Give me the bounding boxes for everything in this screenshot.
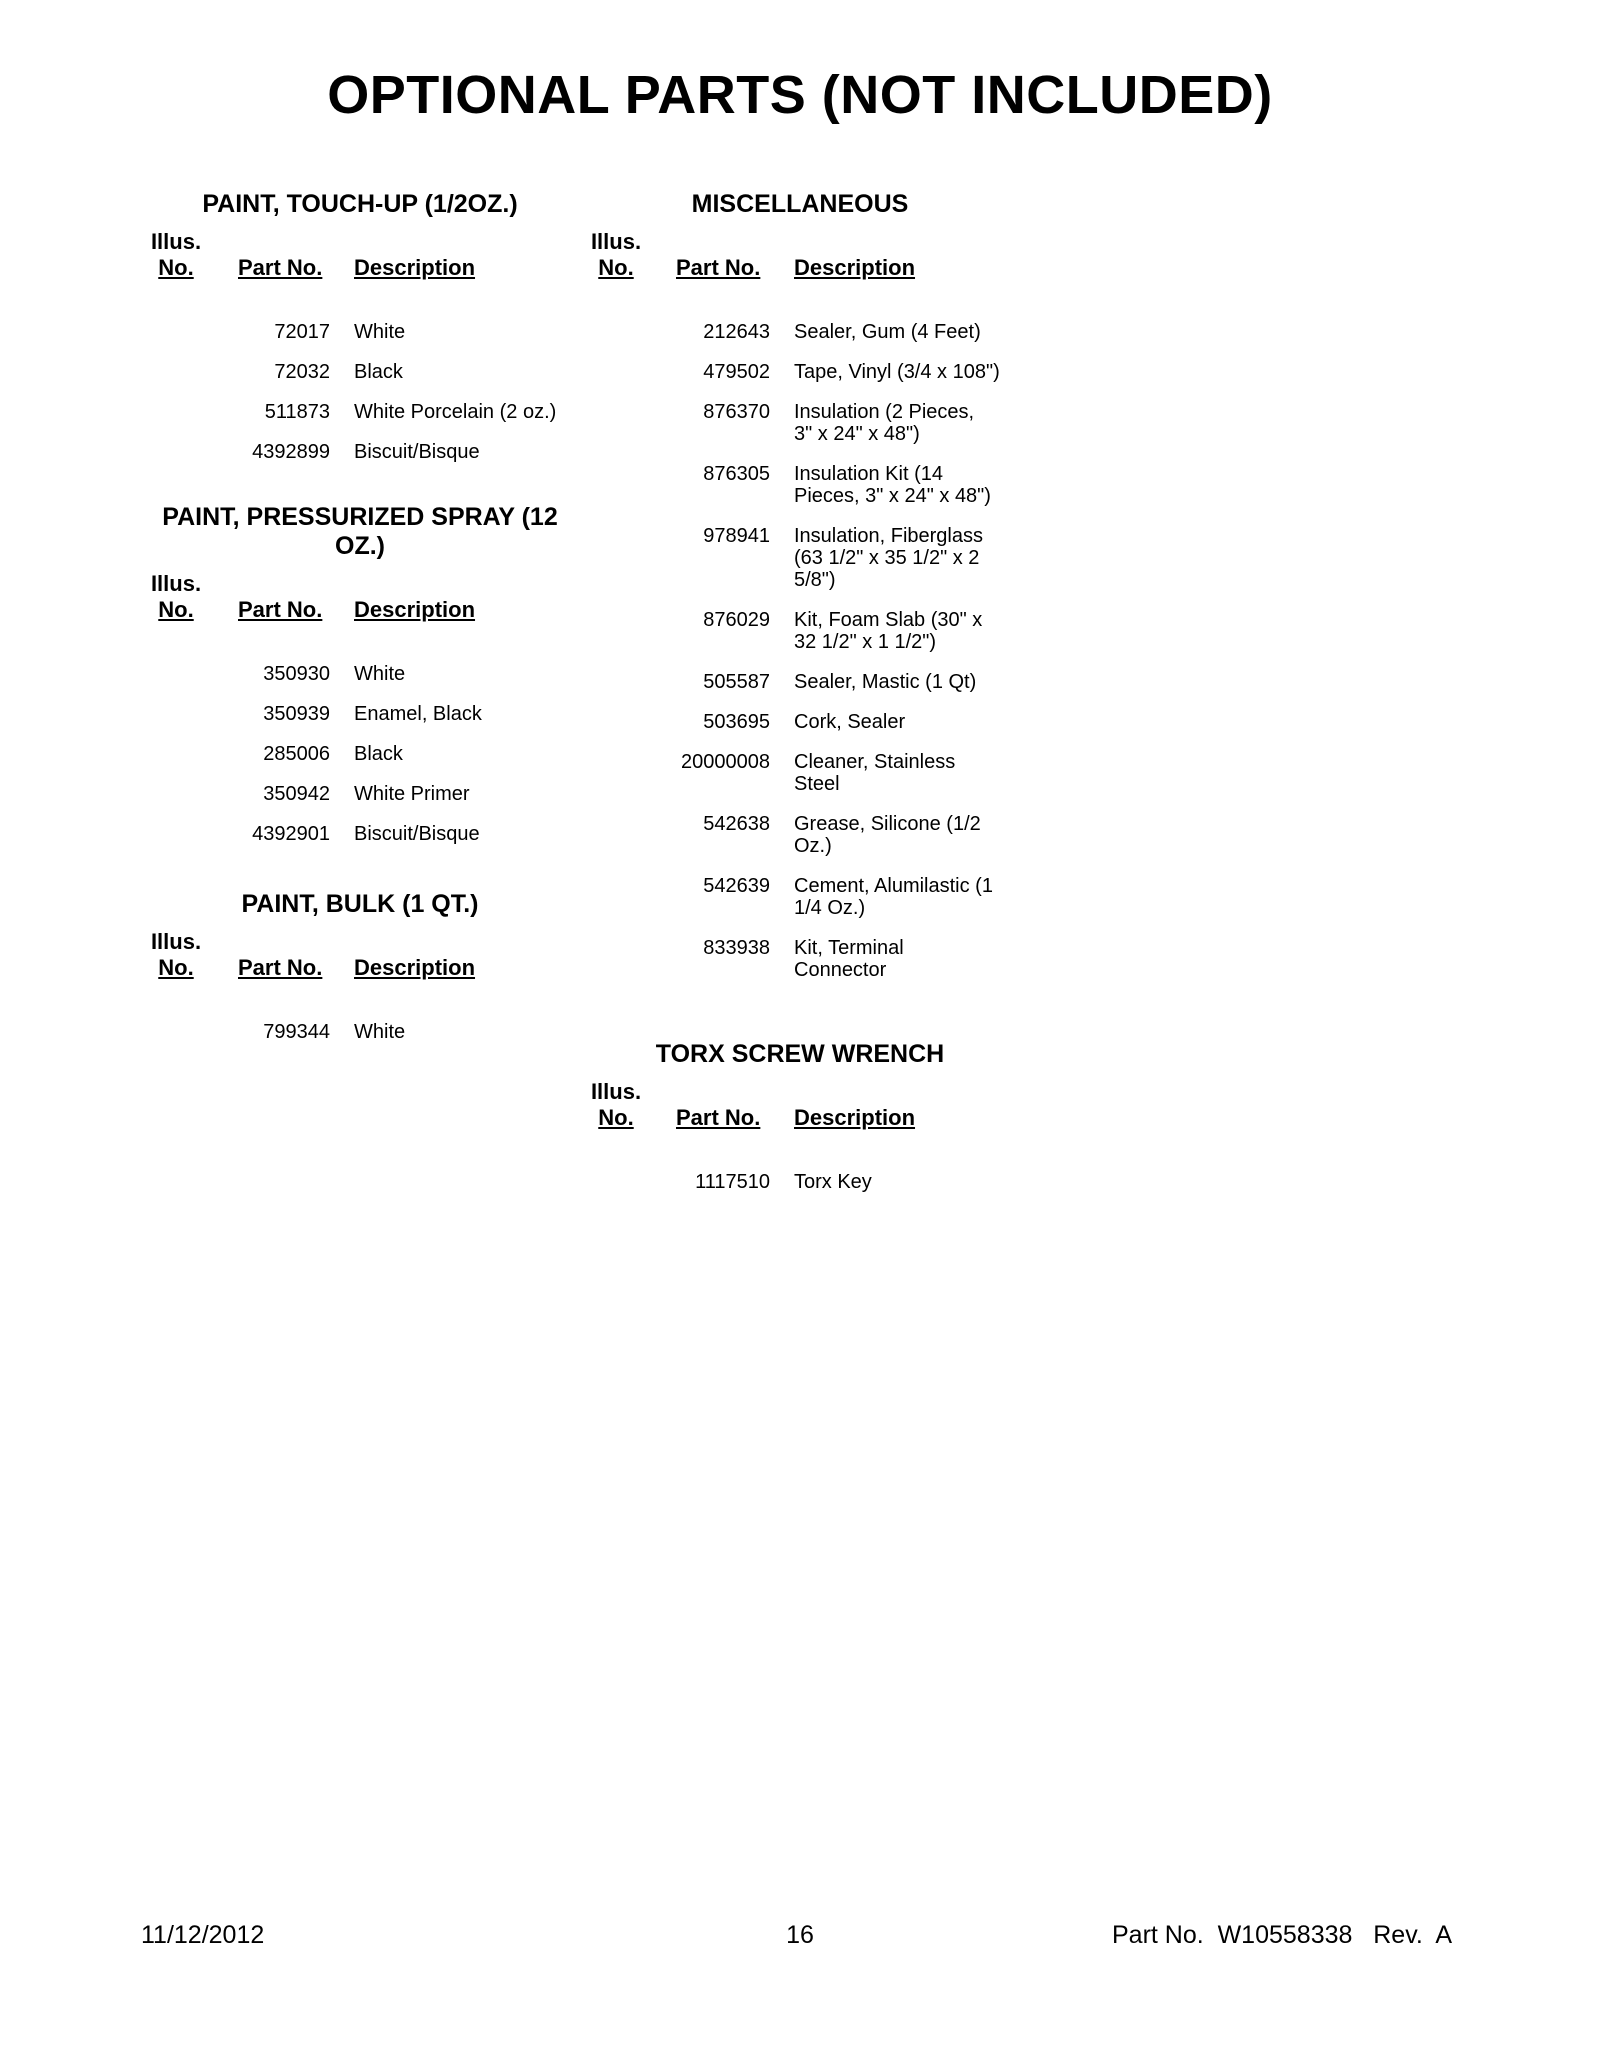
table-row: 72017 White bbox=[274, 321, 406, 343]
part-no-header: Part No. bbox=[238, 955, 323, 980]
table-row: 542638 Grease, Silicone (1/2 Oz.) bbox=[703, 813, 981, 857]
table-row: 4392901 Biscuit/Bisque bbox=[252, 823, 480, 845]
section-title: PAINT, TOUCH-UP (1/2OZ.) bbox=[202, 190, 518, 218]
description-header: Description bbox=[354, 255, 476, 280]
section-title: TORX SCREW WRENCH bbox=[655, 1040, 945, 1068]
column-headers bbox=[590, 229, 1010, 285]
part-no-header: Part No. bbox=[676, 255, 761, 280]
table-row: 4392899 Biscuit/Bisque bbox=[252, 441, 480, 463]
table-row: 511873 White Porcelain (2 oz.) bbox=[264, 401, 557, 423]
table-row: 350930 White bbox=[263, 663, 406, 685]
part-no-header: Part No. bbox=[238, 255, 323, 280]
column-headers bbox=[590, 1079, 1010, 1135]
table-row: 1117510 Torx Key bbox=[695, 1171, 872, 1193]
table-row: 479502 Tape, Vinyl (3/4 x 108") bbox=[703, 361, 1000, 383]
table-row: 350942 White Primer bbox=[263, 783, 470, 805]
description-header: Description bbox=[354, 597, 476, 622]
description-header: Description bbox=[354, 955, 476, 980]
table-row: 20000008 Cleaner, Stainless Steel bbox=[681, 751, 956, 795]
column-headers bbox=[150, 929, 570, 985]
part-no-header: Part No. bbox=[676, 1105, 761, 1130]
illus-no-header: Illus. No. bbox=[590, 229, 642, 280]
footer-document-number: Part No. W10558338 Rev. A bbox=[1112, 1921, 1452, 1949]
table-row: 505587 Sealer, Mastic (1 Qt) bbox=[703, 671, 977, 693]
footer-page-number: 16 bbox=[786, 1921, 814, 1949]
parts-list bbox=[150, 321, 570, 463]
table-row: 833938 Kit, Terminal Connector bbox=[703, 937, 904, 981]
table-row: 978941 Insulation, Fiberglass (63 1/2" x 35 1/2" x 2 5/8") bbox=[703, 525, 983, 591]
page-title: OPTIONAL PARTS (NOT INCLUDED) bbox=[327, 65, 1273, 125]
section-paint-spray bbox=[150, 503, 570, 863]
footer-date: 11/12/2012 bbox=[141, 1921, 265, 1949]
section-miscellaneous bbox=[590, 190, 1010, 999]
table-row: 72032 Black bbox=[274, 361, 403, 383]
parts-list bbox=[150, 663, 570, 845]
section-paint-bulk bbox=[150, 890, 570, 1061]
parts-list bbox=[590, 321, 1010, 981]
table-row: 876029 Kit, Foam Slab (30" x 32 1/2" x 1 1/2") bbox=[703, 609, 983, 653]
section-torx-screw-wrench bbox=[590, 1040, 1010, 1211]
column-headers bbox=[150, 571, 570, 627]
illus-no-header: Illus. No. bbox=[150, 229, 202, 280]
table-row: 799344 White bbox=[263, 1021, 406, 1043]
table-row: 285006 Black bbox=[263, 743, 403, 765]
table-row: 212643 Sealer, Gum (4 Feet) bbox=[703, 321, 981, 343]
parts-list bbox=[150, 1021, 570, 1043]
section-title: PAINT, BULK (1 QT.) bbox=[241, 890, 479, 918]
section-title: PAINT, PRESSURIZED SPRAY (12 OZ.) bbox=[162, 503, 558, 560]
column-headers bbox=[150, 229, 570, 285]
illus-no-header: Illus. No. bbox=[590, 1079, 642, 1130]
illus-no-header: Illus. No. bbox=[150, 929, 202, 980]
section-paint-touchup bbox=[150, 190, 570, 481]
part-no-header: Part No. bbox=[238, 597, 323, 622]
table-row: 542639 Cement, Alumilastic (1 1/4 Oz.) bbox=[703, 875, 993, 919]
description-header: Description bbox=[794, 1105, 916, 1130]
section-title: MISCELLANEOUS bbox=[691, 190, 909, 218]
table-row: 503695 Cork, Sealer bbox=[703, 711, 906, 733]
table-row: 350939 Enamel, Black bbox=[263, 703, 482, 725]
table-row: 876370 Insulation (2 Pieces, 3" x 24" x 48") bbox=[703, 401, 975, 445]
illus-no-header: Illus. No. bbox=[150, 571, 202, 622]
description-header: Description bbox=[794, 255, 916, 280]
parts-list bbox=[590, 1171, 1010, 1193]
table-row: 876305 Insulation Kit (14 Pieces, 3" x 24" x 48") bbox=[703, 463, 991, 507]
